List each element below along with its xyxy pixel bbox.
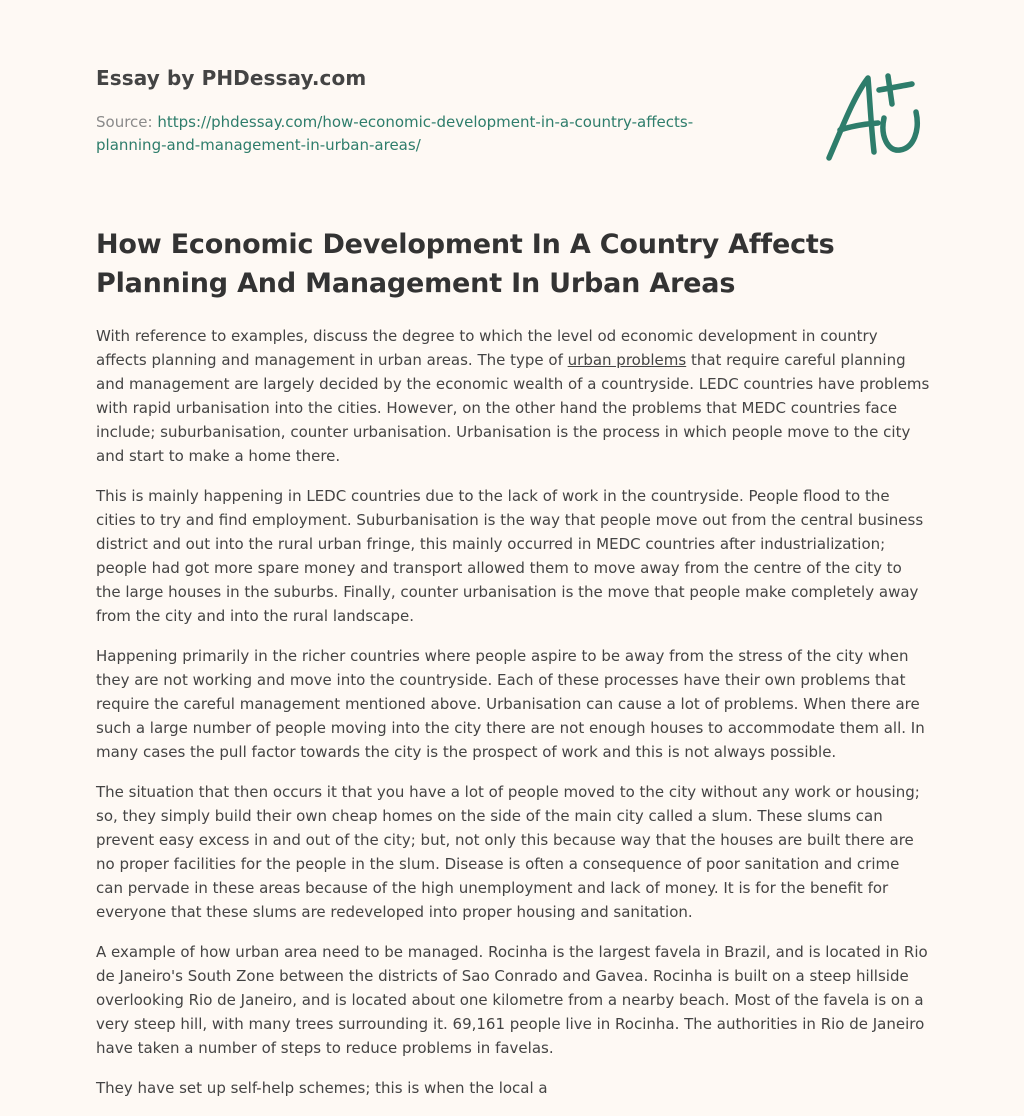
source-label: Source: bbox=[96, 113, 153, 131]
a-plus-logo-icon bbox=[824, 68, 928, 164]
site-title: Essay by PHDessay.com bbox=[96, 66, 367, 90]
paragraph-1-end: that require careful planning and management are largely decided by the economic wealth of a countryside. LEDC countries have problems with rapid urbanisation into the cities. However, on the other hand the problems that MEDC countries face include; suburbanisation, counter urbanisation. Urbanisation is the process in which people move to the city and start to make a home there. bbox=[96, 351, 930, 465]
source-link[interactable]: https://phdessay.com/how-economic-development-in-a-country-affects-planning-and-management-in-urban-areas/ bbox=[96, 113, 694, 154]
essay-title: How Economic Development In A Country Affects Planning And Management In Urban Areas bbox=[96, 229, 835, 299]
urban-problems-link[interactable]: urban problems bbox=[567, 351, 687, 369]
paragraph-5: A example of how urban area need to be managed. Rocinha is the largest favela in Brazil, and is located in Rio de Janeiro's South Zone between the districts of Sao Conrado and Gavea. Rocinha is built on a steep hillside overlooking Rio de Janeiro, and is located about one kilometre from a nearby beach. Most of the favela is on a very steep hill, with many trees surrounding it. 69,161 people live in Rocinha. The authorities in Rio de Janeiro have taken a number of steps to reduce problems in favelas. bbox=[96, 943, 928, 1057]
paragraph-1-start: With reference to examples, discuss the degree to which the level od economic development in country affects planning and management in urban areas. The type of bbox=[96, 327, 878, 369]
paragraph-1 bbox=[96, 324, 930, 468]
paragraph-2: This is mainly happening in LEDC countries due to the lack of work in the countryside. People flood to the cities to try and find employment. Suburbanisation is the way that people move out from the central business district and out into the rural urban fringe, this mainly occurred in MEDC countries after industrialization; people had got more spare money and transport allowed them to move away from the centre of the city to the large houses in the suburbs. Finally, counter urbanisation is the move that people make completely away from the city and into the rural landscape. bbox=[96, 487, 924, 625]
paragraph-4: The situation that then occurs it that you have a lot of people moved to the city without any work or housing; so, they simply build their own cheap homes on the side of the main city called a slum. These slums can prevent easy excess in and out of the city; but, not only this because way that the houses are built there are no proper facilities for the people in the slum. Disease is often a consequence of poor sanitation and crime can pervade in these areas because of the high unemployment and lack of money. It is for the benefit for everyone that these slums are redeveloped into proper housing and sanitation. bbox=[96, 783, 920, 921]
paragraph-3: Happening primarily in the richer countries where people aspire to be away from the stress of the city when they are not working and move into the countryside. Each of these processes have their own problems that require the careful management mentioned above. Urbanisation can cause a lot of problems. When there are such a large number of people moving into the city there are not enough houses to accommodate them all. In many cases the pull factor towards the city is the prospect of work and this is not always possible. bbox=[96, 647, 925, 761]
essay-body bbox=[96, 324, 930, 1116]
source-line bbox=[96, 111, 716, 157]
paragraph-6: They have set up self-help schemes; this is when the local a bbox=[96, 1079, 548, 1097]
